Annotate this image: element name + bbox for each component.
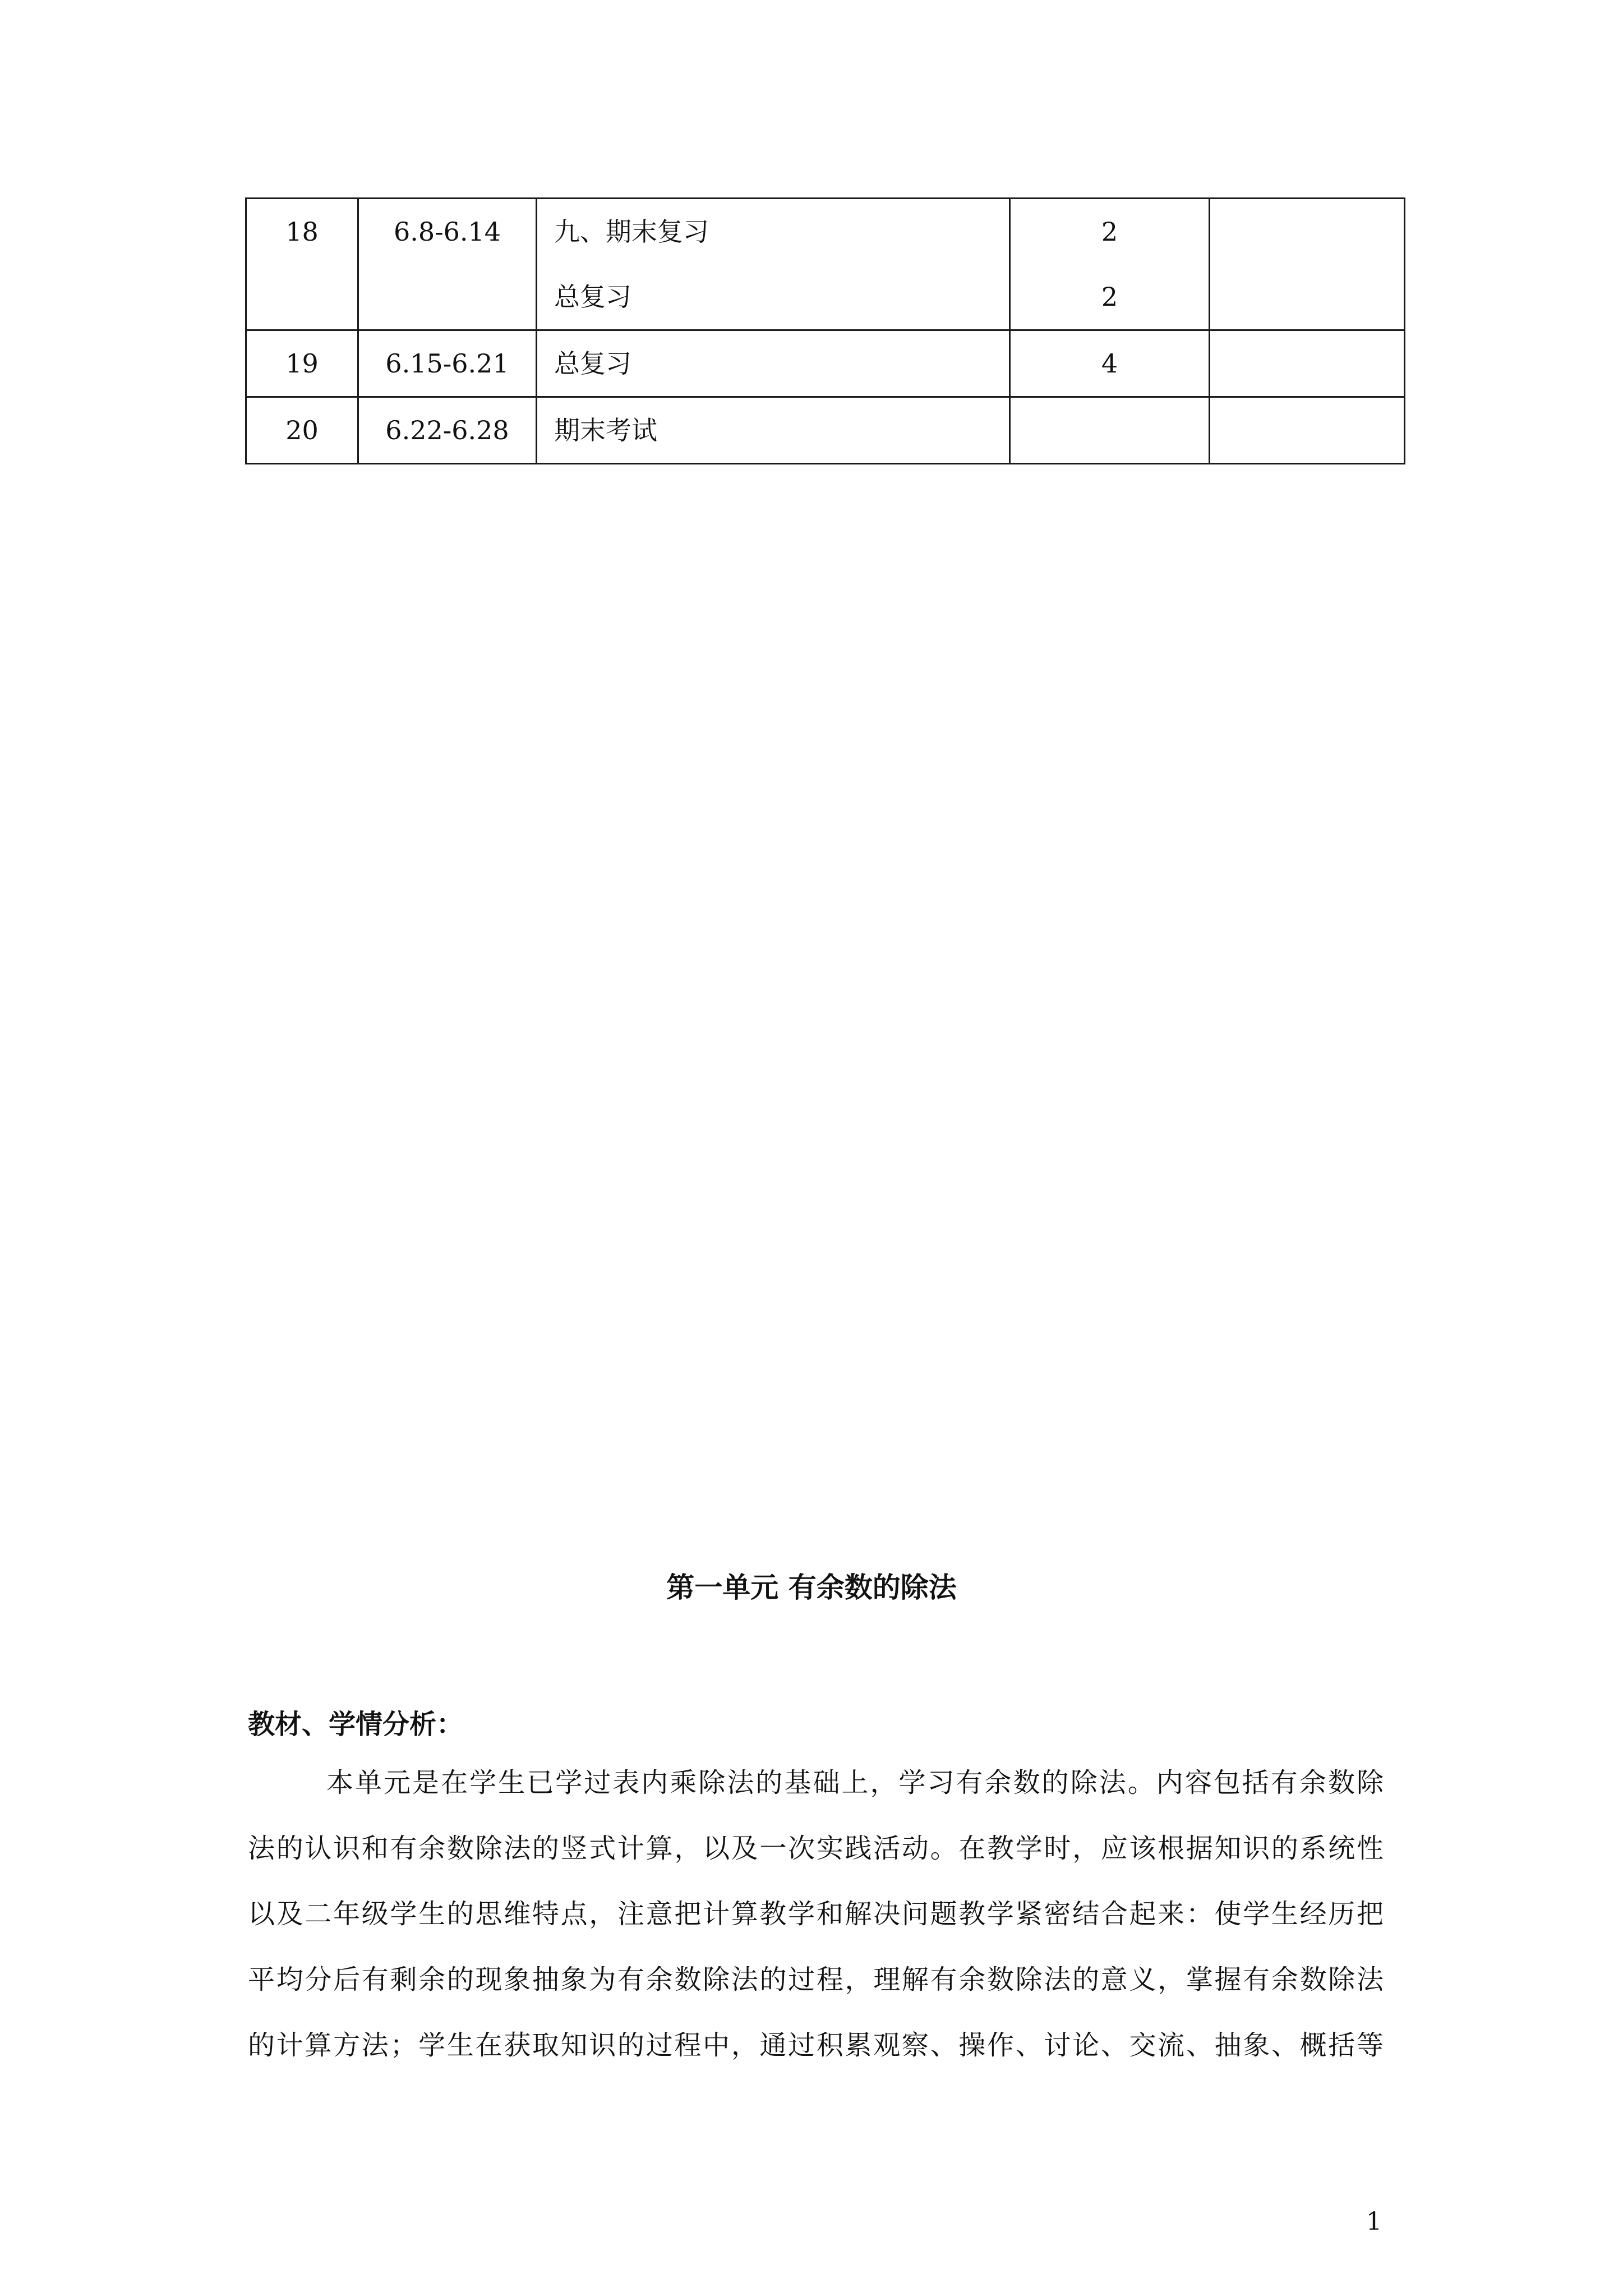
week-cell: 18	[246, 199, 358, 330]
date-cell: 6.8-6.14	[358, 199, 537, 330]
note-cell	[1210, 397, 1405, 464]
table-row	[246, 199, 1405, 330]
date-cell: 6.22-6.28	[358, 397, 537, 464]
table-row	[246, 397, 1405, 464]
content-cell: 期末考试	[537, 397, 1010, 464]
hours-cell	[1010, 397, 1210, 464]
content-cell: 九、期末复习 总复习	[537, 199, 1010, 330]
body-paragraph	[248, 1750, 1384, 2078]
table-row	[246, 330, 1405, 397]
unit-title: 第一单元 有余数的除法	[666, 1571, 957, 1604]
page-number: 1	[1366, 2207, 1382, 2236]
hours-cell: 2 2	[1010, 199, 1210, 330]
paragraph-line: 本单元是在学生已学过表内乘除法的基础上，学习有余数的除法。内容包括有余数除	[326, 1767, 1384, 1798]
paragraph-line: 的计算方法；学生在获取知识的过程中，通过积累观察、操作、讨论、交流、抽象、概括等	[248, 2030, 1384, 2061]
paragraph-line: 平均分后有剩余的现象抽象为有余数除法的过程，理解有余数除法的意义，掌握有余数除法	[248, 1964, 1384, 1995]
date-cell: 6.15-6.21	[358, 330, 537, 397]
week-cell: 19	[246, 330, 358, 397]
paragraph-line: 法的认识和有余数除法的竖式计算，以及一次实践活动。在教学时，应该根据知识的系统性	[248, 1833, 1384, 1864]
section-heading: 教材、学情分析：	[248, 1709, 464, 1740]
note-cell	[1210, 199, 1405, 330]
week-cell: 20	[246, 397, 358, 464]
note-cell	[1210, 330, 1405, 397]
paragraph-line: 以及二年级学生的思维特点，注意把计算教学和解决问题教学紧密结合起来：使学生经历把	[248, 1898, 1384, 1930]
schedule-table	[245, 197, 1405, 464]
hours-cell: 4	[1010, 330, 1210, 397]
content-cell: 总复习	[537, 330, 1010, 397]
